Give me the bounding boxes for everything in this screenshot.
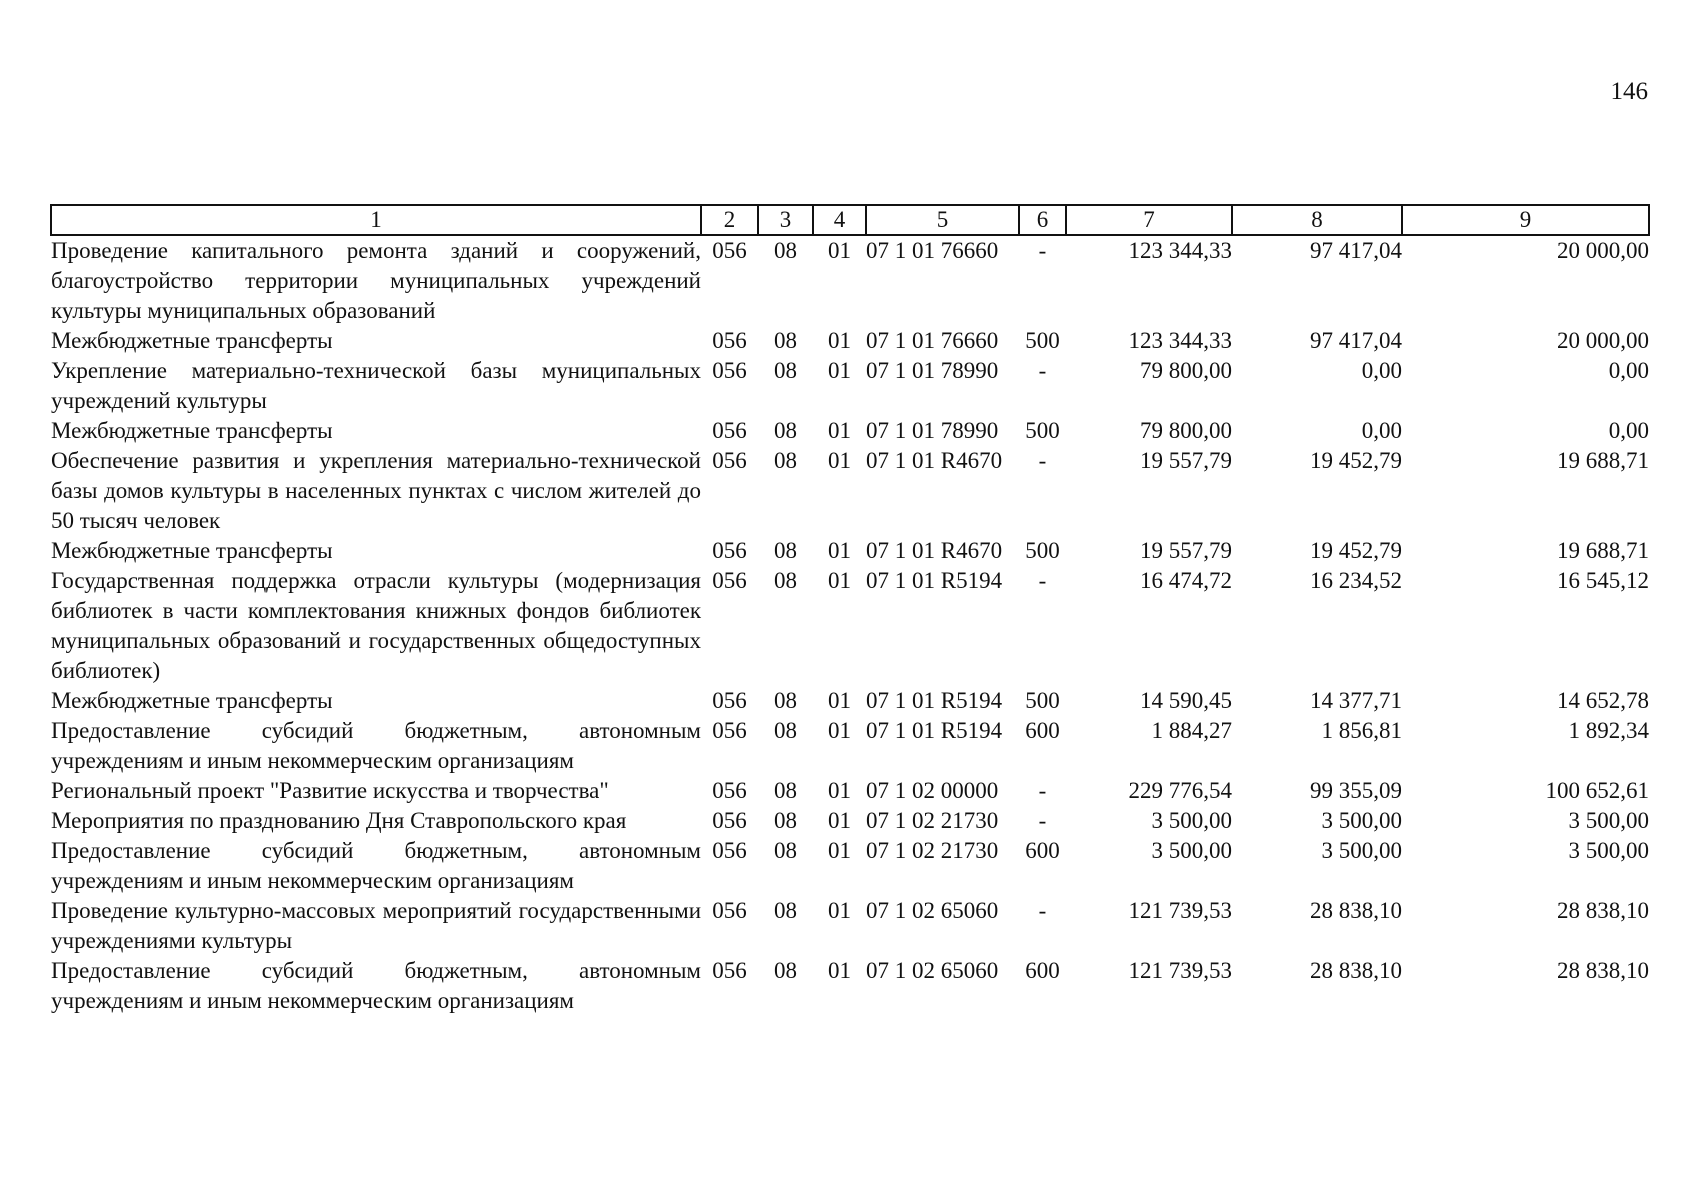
subsection-cell: 01: [828, 418, 851, 443]
target-article-cell: 07 1 01 R5194: [866, 568, 1003, 593]
target-article-cell: 07 1 02 21730: [866, 838, 999, 863]
amount-col8-cell: 19 452,79: [1310, 448, 1402, 473]
target-article-cell: 07 1 01 R4670: [866, 448, 1003, 473]
table-row: [51, 356, 1649, 416]
table-row: [51, 956, 1649, 1016]
subsection-cell: 01: [828, 718, 851, 743]
budget-table: [50, 204, 1650, 1016]
amount-col7-cell: 229 776,54: [1128, 778, 1232, 803]
expense-type-cell: -: [1038, 568, 1047, 593]
amount-col8-cell: 19 452,79: [1310, 538, 1402, 563]
section-cell: 08: [774, 538, 797, 563]
section-cell: 08: [774, 238, 797, 263]
amount-col7-cell: 79 800,00: [1140, 418, 1232, 443]
target-article-cell: 07 1 01 78990: [866, 358, 999, 383]
subsection-cell: 01: [828, 808, 851, 833]
amount-col7-cell: 121 739,53: [1128, 898, 1232, 923]
row-name-cell: Проведение капитального ремонта зданий и сооружений, благоустройство территории муниципальных учреждений культуры муниципальных образований: [51, 238, 701, 323]
section-cell: 08: [774, 778, 797, 803]
row-name-cell: Межбюджетные трансферты: [51, 538, 333, 563]
ministry-code-cell: 056: [712, 448, 747, 473]
row-name-cell: Укрепление материально-технической базы муниципальных учреждений культуры: [51, 358, 701, 413]
ministry-code-cell: 056: [712, 778, 747, 803]
expense-type-cell: 600: [1025, 838, 1060, 863]
table-row: [51, 806, 1649, 836]
table-row: [51, 776, 1649, 806]
row-name-cell: Региональный проект "Развитие искусства и творчества": [51, 778, 609, 803]
row-name-cell: Проведение культурно-массовых мероприятий государственными учреждениями культуры: [51, 898, 701, 953]
row-name-cell: Предоставление субсидий бюджетным, автономным учреждениям и иным некоммерческим организациям: [51, 718, 701, 773]
column-header-7: 7: [1066, 205, 1232, 235]
amount-col7-cell: 19 557,79: [1140, 448, 1232, 473]
amount-col9-cell: 0,00: [1608, 418, 1649, 443]
table-body: [51, 235, 1649, 1016]
column-header-5: 5: [866, 205, 1019, 235]
amount-col9-cell: 3 500,00: [1568, 838, 1649, 863]
amount-col7-cell: 121 739,53: [1128, 958, 1232, 983]
subsection-cell: 01: [828, 538, 851, 563]
column-header-1: 1: [51, 205, 701, 235]
table-row: [51, 235, 1649, 326]
amount-col8-cell: 28 838,10: [1310, 898, 1402, 923]
expense-type-cell: 500: [1025, 688, 1060, 713]
amount-col7-cell: 14 590,45: [1140, 688, 1232, 713]
ministry-code-cell: 056: [712, 238, 747, 263]
ministry-code-cell: 056: [712, 808, 747, 833]
row-name-cell: Предоставление субсидий бюджетным, автономным учреждениям и иным некоммерческим организациям: [51, 838, 701, 893]
expense-type-cell: -: [1038, 898, 1047, 923]
table-row: [51, 686, 1649, 716]
amount-col8-cell: 28 838,10: [1310, 958, 1402, 983]
target-article-cell: 07 1 01 R5194: [866, 718, 1003, 743]
target-article-cell: 07 1 01 78990: [866, 418, 999, 443]
column-header-8: 8: [1232, 205, 1402, 235]
subsection-cell: 01: [828, 898, 851, 923]
amount-col7-cell: 19 557,79: [1140, 538, 1232, 563]
subsection-cell: 01: [828, 958, 851, 983]
section-cell: 08: [774, 718, 797, 743]
amount-col8-cell: 3 500,00: [1321, 808, 1402, 833]
amount-col8-cell: 14 377,71: [1310, 688, 1402, 713]
amount-col8-cell: 1 856,81: [1321, 718, 1402, 743]
header-row: [51, 205, 1649, 235]
expense-type-cell: 600: [1025, 718, 1060, 743]
amount-col9-cell: 19 688,71: [1557, 538, 1649, 563]
amount-col9-cell: 1 892,34: [1568, 718, 1649, 743]
amount-col9-cell: 100 652,61: [1545, 778, 1649, 803]
amount-col8-cell: 0,00: [1361, 358, 1402, 383]
expense-type-cell: -: [1038, 448, 1047, 473]
amount-col9-cell: 20 000,00: [1557, 238, 1649, 263]
amount-col9-cell: 16 545,12: [1557, 568, 1649, 593]
expense-type-cell: -: [1038, 778, 1047, 803]
expense-type-cell: 600: [1025, 958, 1060, 983]
section-cell: 08: [774, 898, 797, 923]
ministry-code-cell: 056: [712, 538, 747, 563]
amount-col7-cell: 16 474,72: [1140, 568, 1232, 593]
amount-col9-cell: 28 838,10: [1557, 958, 1649, 983]
amount-col7-cell: 1 884,27: [1151, 718, 1232, 743]
subsection-cell: 01: [828, 328, 851, 353]
target-article-cell: 07 1 01 76660: [866, 238, 999, 263]
section-cell: 08: [774, 418, 797, 443]
ministry-code-cell: 056: [712, 838, 747, 863]
ministry-code-cell: 056: [712, 568, 747, 593]
expense-type-cell: -: [1038, 358, 1047, 383]
amount-col9-cell: 20 000,00: [1557, 328, 1649, 353]
subsection-cell: 01: [828, 688, 851, 713]
expense-type-cell: -: [1038, 238, 1047, 263]
amount-col8-cell: 97 417,04: [1310, 328, 1402, 353]
target-article-cell: 07 1 01 R5194: [866, 688, 1003, 713]
subsection-cell: 01: [828, 568, 851, 593]
amount-col8-cell: 0,00: [1361, 418, 1402, 443]
section-cell: 08: [774, 358, 797, 383]
column-header-6: 6: [1019, 205, 1066, 235]
ministry-code-cell: 056: [712, 718, 747, 743]
section-cell: 08: [774, 568, 797, 593]
amount-col7-cell: 3 500,00: [1151, 838, 1232, 863]
section-cell: 08: [774, 328, 797, 353]
amount-col8-cell: 97 417,04: [1310, 238, 1402, 263]
subsection-cell: 01: [828, 838, 851, 863]
row-name-cell: Обеспечение развития и укрепления материально-технической базы домов культуры в населенных пунктах с числом жителей до 50 тысяч человек: [51, 448, 701, 533]
table-header: [51, 205, 1649, 235]
table-row: [51, 416, 1649, 446]
table-row: [51, 446, 1649, 536]
amount-col9-cell: 28 838,10: [1557, 898, 1649, 923]
row-name-cell: Межбюджетные трансферты: [51, 688, 333, 713]
amount-col8-cell: 99 355,09: [1310, 778, 1402, 803]
amount-col7-cell: 3 500,00: [1151, 808, 1232, 833]
row-name-cell: Мероприятия по празднованию Дня Ставропольского края: [51, 808, 627, 833]
row-name-cell: Межбюджетные трансферты: [51, 328, 333, 353]
ministry-code-cell: 056: [712, 898, 747, 923]
amount-col9-cell: 19 688,71: [1557, 448, 1649, 473]
section-cell: 08: [774, 808, 797, 833]
table-row: [51, 836, 1649, 896]
target-article-cell: 07 1 01 R4670: [866, 538, 1003, 563]
amount-col9-cell: 14 652,78: [1557, 688, 1649, 713]
table-row: [51, 716, 1649, 776]
subsection-cell: 01: [828, 778, 851, 803]
column-header-3: 3: [758, 205, 813, 235]
amount-col9-cell: 3 500,00: [1568, 808, 1649, 833]
target-article-cell: 07 1 02 65060: [866, 898, 999, 923]
target-article-cell: 07 1 02 65060: [866, 958, 999, 983]
expense-type-cell: 500: [1025, 328, 1060, 353]
amount-col9-cell: 0,00: [1608, 358, 1649, 383]
subsection-cell: 01: [828, 238, 851, 263]
subsection-cell: 01: [828, 448, 851, 473]
column-header-9: 9: [1402, 205, 1649, 235]
ministry-code-cell: 056: [712, 958, 747, 983]
amount-col8-cell: 16 234,52: [1310, 568, 1402, 593]
target-article-cell: 07 1 02 21730: [866, 808, 999, 833]
target-article-cell: 07 1 02 00000: [866, 778, 999, 803]
row-name-cell: Предоставление субсидий бюджетным, автономным учреждениям и иным некоммерческим организациям: [51, 958, 701, 1013]
subsection-cell: 01: [828, 358, 851, 383]
column-header-2: 2: [701, 205, 758, 235]
section-cell: 08: [774, 958, 797, 983]
expense-type-cell: 500: [1025, 418, 1060, 443]
amount-col7-cell: 79 800,00: [1140, 358, 1232, 383]
target-article-cell: 07 1 01 76660: [866, 328, 999, 353]
page-number: 146: [1610, 78, 1648, 105]
table-row: [51, 326, 1649, 356]
row-name-cell: Государственная поддержка отрасли культуры (модернизация библиотек в части комплектования книжных фондов библиотек муниципальных образований и государственных общедоступных библиотек): [51, 568, 701, 683]
section-cell: 08: [774, 448, 797, 473]
table-row: [51, 566, 1649, 686]
section-cell: 08: [774, 688, 797, 713]
ministry-code-cell: 056: [712, 688, 747, 713]
section-cell: 08: [774, 838, 797, 863]
expense-type-cell: 500: [1025, 538, 1060, 563]
table-row: [51, 536, 1649, 566]
column-header-4: 4: [813, 205, 866, 235]
row-name-cell: Межбюджетные трансферты: [51, 418, 333, 443]
ministry-code-cell: 056: [712, 328, 747, 353]
expense-type-cell: -: [1038, 808, 1047, 833]
ministry-code-cell: 056: [712, 418, 747, 443]
amount-col8-cell: 3 500,00: [1321, 838, 1402, 863]
ministry-code-cell: 056: [712, 358, 747, 383]
table-row: [51, 896, 1649, 956]
amount-col7-cell: 123 344,33: [1128, 328, 1232, 353]
amount-col7-cell: 123 344,33: [1128, 238, 1232, 263]
